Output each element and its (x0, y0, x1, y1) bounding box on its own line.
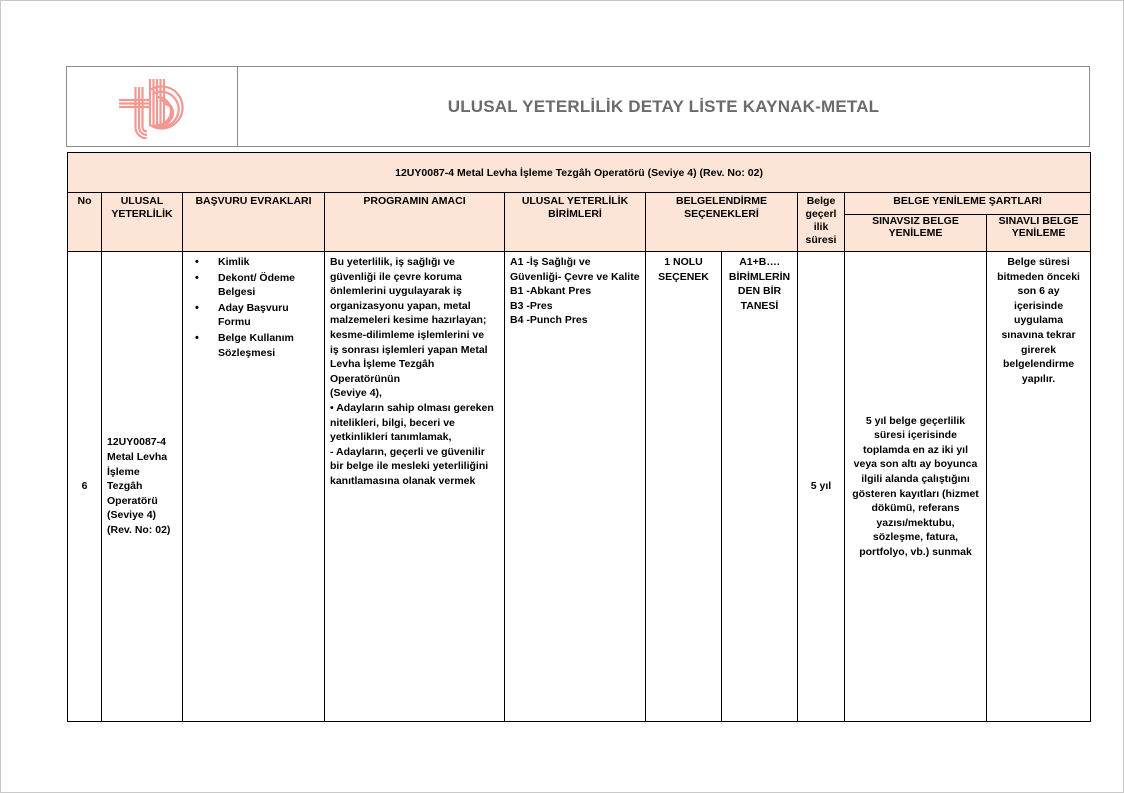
row-sinavsiz-yenileme: 5 yıl belge geçerlilik süresi içerisinde toplamda en az iki yıl veya son altı ay boyunca ilgili alanda çalıştığını gösteren kayıtları (hizmet dökümü, referans yazısı/mektubu, sözleşme, fatura, portfolyo, vb.) sunmak (845, 252, 987, 722)
row-sinavli-yenileme: Belge süresi bitmeden önceki son 6 ay içerisinde uygulama sınavına tekrar girerek belgelendirme yapılır. (987, 252, 1091, 722)
table-row (68, 252, 1091, 722)
column-header-sinavsiz-yenileme: SINAVSIZ BELGE YENİLEME (845, 215, 987, 252)
document-title: ULUSAL YETERLİLİK DETAY LİSTE KAYNAK-METAL (447, 96, 880, 116)
list-item: • Dekont/ Ödeme Belgesi (218, 271, 319, 300)
qualification-title: 12UY0087-4 Metal Levha İşleme Tezgâh Operatörü (Seviye 4) (Rev. No: 02) (68, 153, 1091, 193)
row-gecerlilik-suresi: 5 yıl (798, 252, 845, 722)
column-header-gecerlilik-suresi: Belge geçerl ilik süresi (798, 193, 845, 252)
column-header-yeterlilik-birimleri: ULUSAL YETERLİLİK BİRİMLERİ (505, 193, 646, 252)
column-header-ulusal-yeterlilik: ULUSAL YETERLİLİK (102, 193, 183, 252)
column-header-sinavli-yenileme: SINAVLI BELGE YENİLEME (987, 215, 1091, 252)
row-secenek-no: 1 NOLU SEÇENEK (646, 252, 722, 722)
column-header-programin-amaci: PROGRAMIN AMACI (325, 193, 505, 252)
column-header-belgelendirme-secenekleri: BELGELENDİRME SEÇENEKLERİ (646, 193, 798, 252)
column-header-basvuru-evraklari: BAŞVURU EVRAKLARI (183, 193, 325, 252)
row-no: 6 (68, 252, 102, 722)
row-secenek-birimler: A1+B…. BİRİMLERİN DEN BİR TANESİ (722, 252, 798, 722)
logo-cell (67, 67, 238, 146)
qualification-table (67, 152, 1091, 722)
tb-logo-icon (117, 73, 189, 139)
row-basvuru-evraklari (183, 252, 325, 722)
column-header-yenileme-sartlari: BELGE YENİLEME ŞARTLARI (845, 193, 1091, 215)
list-item: • Aday Başvuru Formu (218, 301, 319, 330)
list-item: • Belge Kullanım Sözleşmesi (218, 331, 319, 360)
row-ulusal-yeterlilik: 12UY0087-4 Metal Levha İşleme Tezgâh Operatörü (Seviye 4) (Rev. No: 02) (102, 252, 183, 722)
row-yeterlilik-birimleri: A1 -İş Sağlığı ve Güvenliği- Çevre ve Kalite B1 -Abkant Pres B3 -Pres B4 -Punch Pres (505, 252, 646, 722)
column-header-no: No (68, 193, 102, 252)
row-programin-amaci: Bu yeterlilik, iş sağlığı ve güvenliği ile çevre koruma önlemlerini uygulayarak iş organizasyonu yapan, metal malzemeleri kesime hazırlayan; kesme-dilimleme işlemlerini ve iş sonrası işlemleri yapan Metal Levha İşleme Tezgâh Operatörünün (Seviye 4), • Adayların sahip olması gereken nitelikleri, bilgi, beceri ve yetkinlikleri tanımlamak, - Adayların, geçerli ve güvenilir bir belge ile mesleki yeterliliğini kanıtlamasına olanak vermek (325, 252, 505, 722)
document-header (66, 66, 1090, 147)
list-item: • Kimlik (218, 255, 319, 270)
